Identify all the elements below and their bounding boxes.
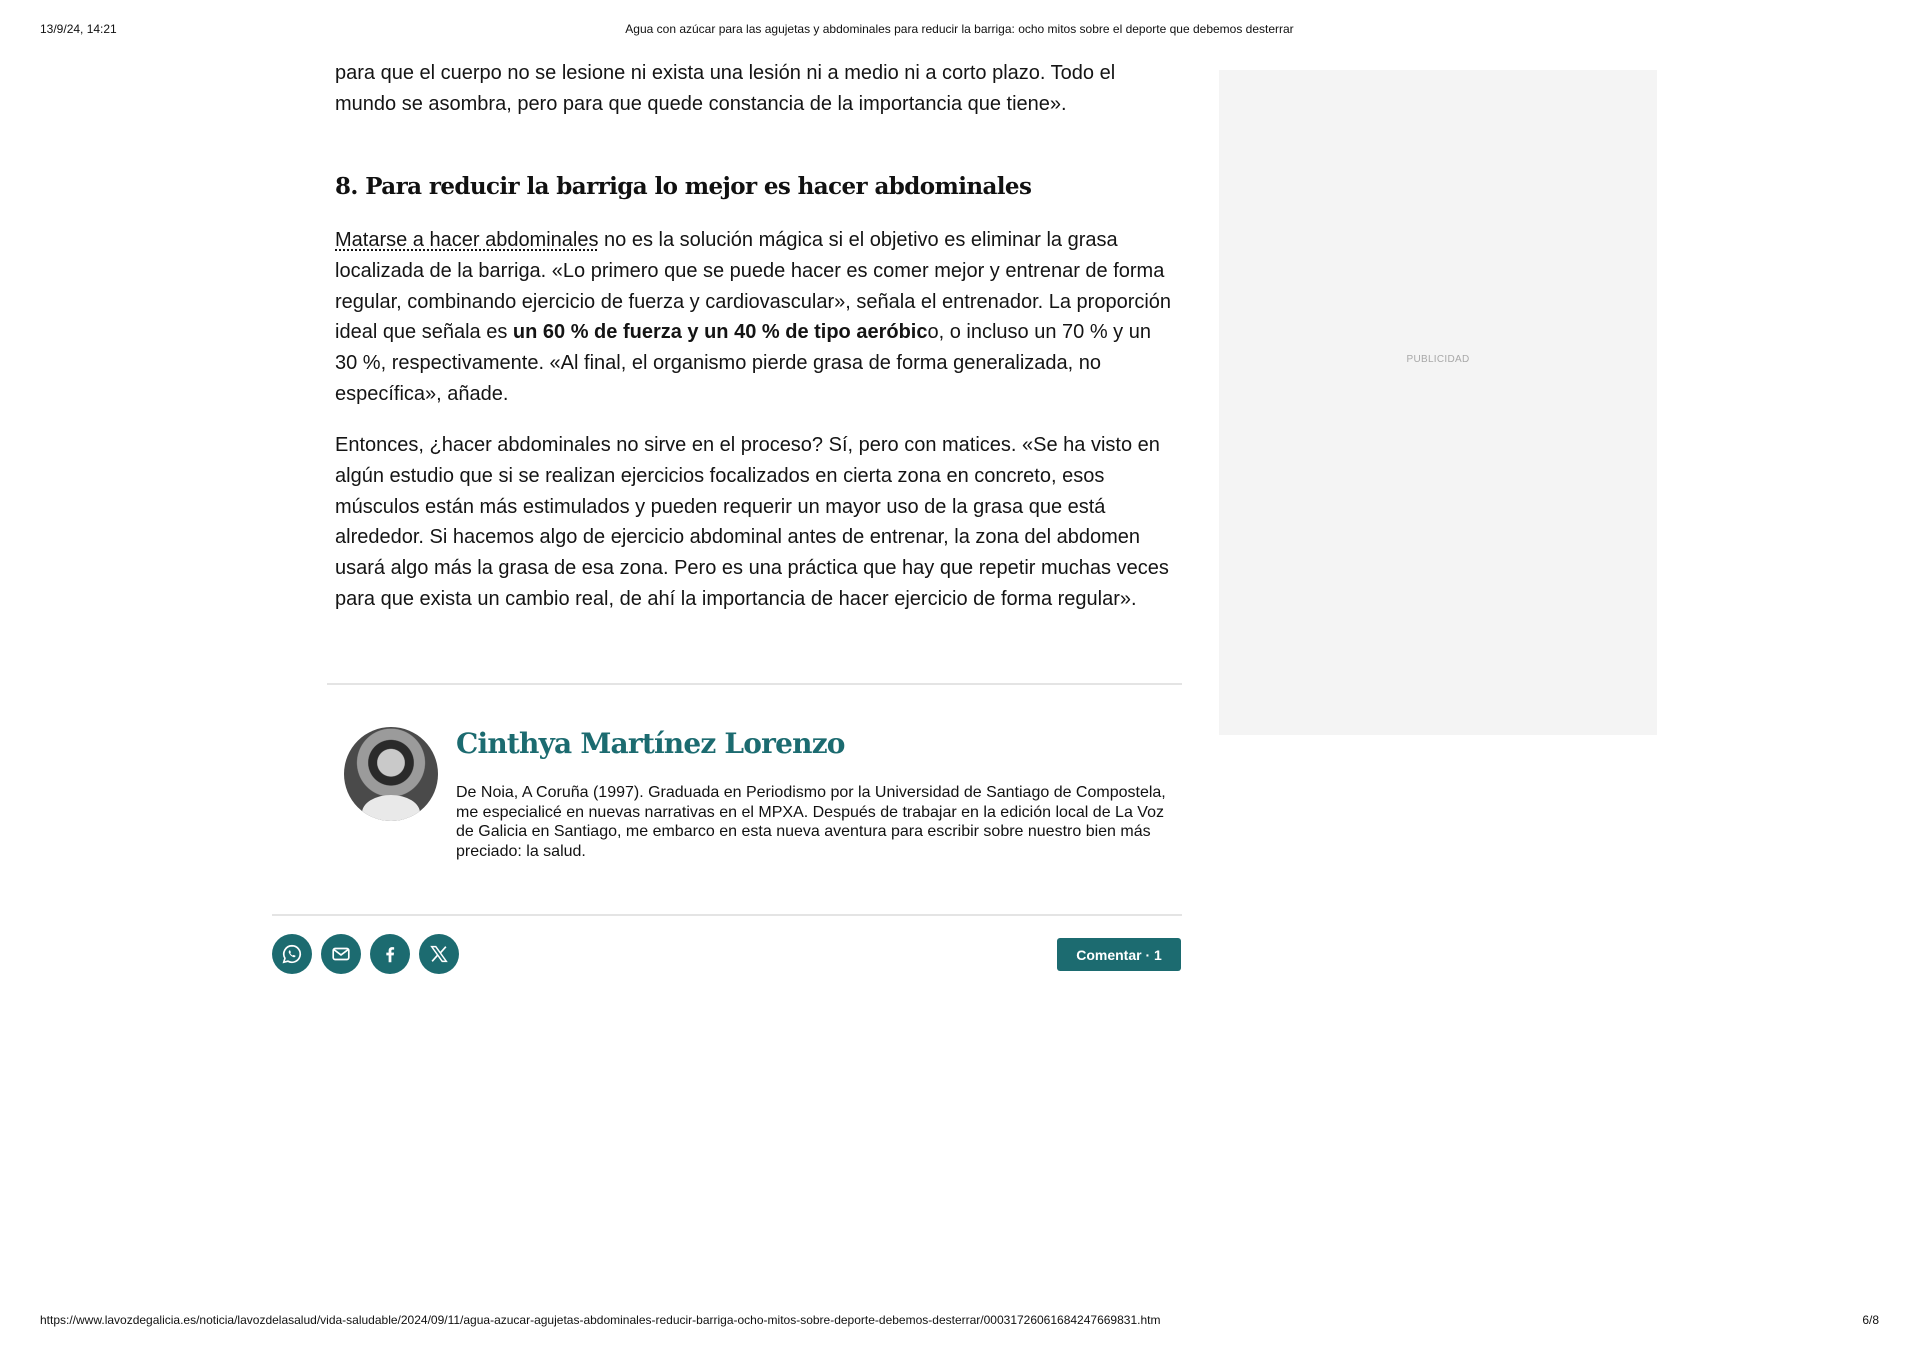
author-bio: De Noia, A Coruña (1997). Graduada en Periodismo por la Universidad de Santiago de Compostela, me especialicé en nuevas narrativas en el MPXA. Después de trabajar en la edición local de La Voz de Galicia en Santiago, me embarco en esta nueva aventura para escribir sobre nuestro bien más preciado: la salud.: [456, 784, 1166, 860]
abdominales-link[interactable]: Matarse a hacer abdominales: [335, 229, 599, 251]
avatar-figure: [362, 795, 420, 821]
facebook-icon: [379, 943, 401, 965]
section-heading: 8. Para reducir la barriga lo mejor es hacer abdominales: [335, 173, 1032, 200]
author-divider: [327, 683, 1182, 685]
share-whatsapp-button[interactable]: [272, 934, 312, 974]
paragraph-bold-text: un 60 % de fuerza y un 40 % de tipo aeróbic: [512, 321, 928, 344]
author-name[interactable]: Cinthya Martínez Lorenzo: [456, 727, 845, 760]
x-icon: [428, 943, 450, 965]
print-page-number: 6/8: [1862, 1313, 1879, 1327]
intro-paragraph: para que el cuerpo no se lesione ni exista una lesión ni a medio ni a corto plazo. Todo el mundo se asombra, pero para que quede constancia de la importancia que tiene».: [335, 62, 1116, 115]
author-avatar[interactable]: [344, 727, 438, 821]
paragraph-text: o, o incluso un 70 % y un 30 %, respectivamente. «Al final, el organismo pierde grasa de forma generalizada, no específica», añade.: [335, 321, 1151, 405]
print-date: 13/9/24, 14:21: [40, 22, 117, 36]
whatsapp-icon: [281, 943, 303, 965]
print-document-title: Agua con azúcar para las agujetas y abdominales para reducir la barriga: ocho mitos sobre el deporte que debemos desterrar: [625, 22, 1294, 36]
share-divider: [272, 914, 1182, 916]
share-x-button[interactable]: [419, 934, 459, 974]
advertisement-slot[interactable]: [1219, 70, 1657, 735]
paragraph-text: no es la solución mágica si el objetivo es eliminar la grasa localizada de la barriga. «Lo primero que se puede hacer es comer mejor y entrenar de forma regular, combinando ejercicio de fuerza y cardiovascular», señala el entrenador. La proporción ideal que señala es: [335, 229, 1172, 344]
share-mail-button[interactable]: [321, 934, 361, 974]
print-url: https://www.lavozdegalicia.es/noticia/lavozdelasalud/vida-saludable/2024/09/11/agua-azucar-agujetas-abdominales-reducir-barriga-ocho-mitos-sobre-deporte-debemos-desterrar/00031726061684247669831.htm: [40, 1313, 1161, 1327]
print-footer: [40, 1313, 1879, 1333]
share-bar: [272, 934, 459, 974]
comment-button[interactable]: Comentar · 1: [1057, 938, 1181, 971]
print-header: [40, 22, 1879, 42]
article-paragraph: Entonces, ¿hacer abdominales no sirve en el proceso? Sí, pero con matices. «Se ha visto en algún estudio que si se realizan ejercicios focalizados en cierta zona en concreto, esos músculos están más estimulados y pueden requerir un mayor uso de la grasa que está alrededor. Si hacemos algo de ejercicio abdominal antes de entrenar, la zona del abdomen usará algo más la grasa de esa zona. Pero es una práctica que hay que repetir muchas veces para que exista un cambio real, de ahí la importancia de hacer ejercicio de forma regular».: [335, 434, 1169, 610]
article-paragraph: [335, 225, 1175, 410]
share-facebook-button[interactable]: [370, 934, 410, 974]
mail-icon: [330, 943, 352, 965]
ad-label: PUBLICIDAD: [1406, 354, 1470, 365]
author-card: [344, 727, 1164, 867]
